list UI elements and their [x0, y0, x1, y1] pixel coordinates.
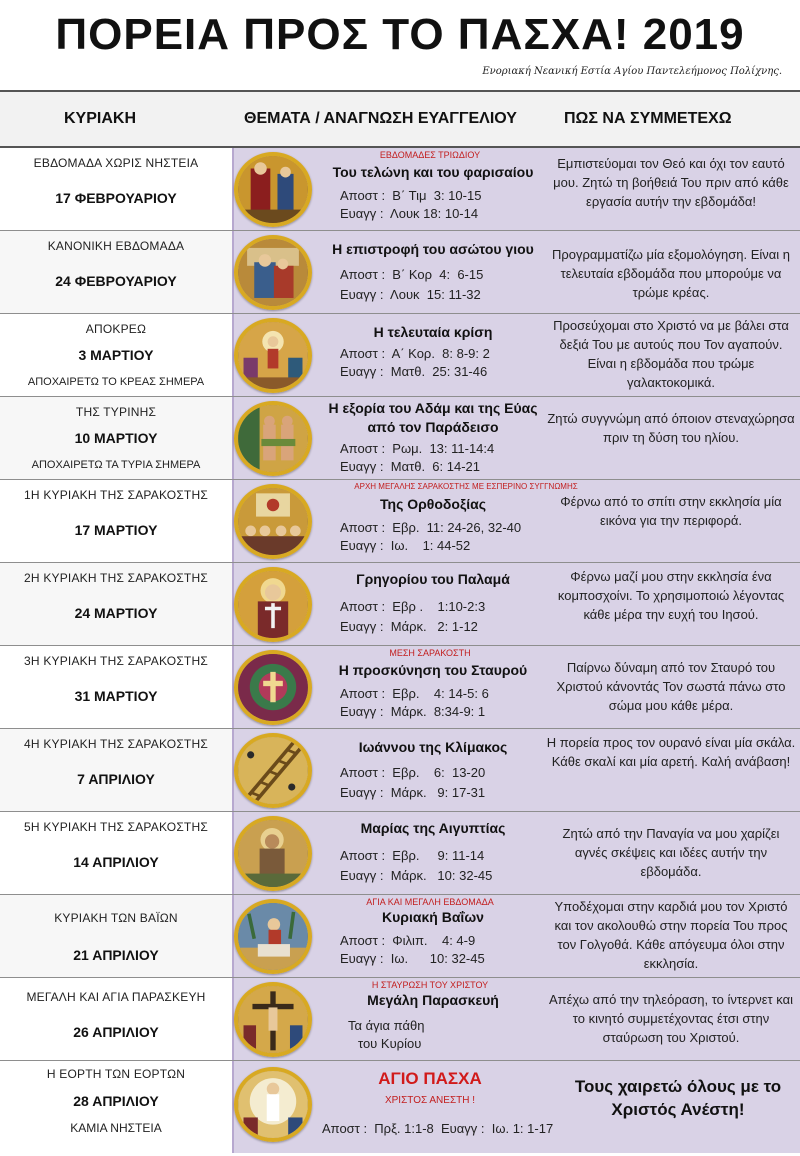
table-row — [0, 397, 800, 480]
sunday-cell — [0, 812, 232, 894]
epistle-reading: Αποστ : Εβρ. 4: 14-5: 6 — [340, 686, 489, 701]
week-label: ΤΗΣ ΤΥΡΙΝΗΣ — [75, 405, 157, 419]
fasting-note: ΑΠΟΧΑΙΡΕΤΩ ΤΟ ΚΡΕΑΣ ΣΗΜΕΡΑ — [27, 376, 205, 388]
fasting-note: ΑΠΟΧΑΙΡΕΤΩ ΤΑ ΤΥΡΙΑ ΣΗΜΕΡΑ — [31, 459, 201, 471]
sunday-date: 17 ΜΑΡΤΙΟΥ — [74, 522, 158, 538]
theme-title: Του τελώνη και του φαρισαίου — [332, 164, 534, 180]
sunday-cell — [0, 729, 232, 811]
sunday-date: 7 ΑΠΡΙΛΙΟΥ — [77, 771, 155, 787]
table-row — [0, 895, 800, 978]
column-header-sunday: ΚΥΡΙΑΚΗ — [64, 110, 137, 127]
sunday-date: 21 ΑΠΡΙΛΙΟΥ — [73, 947, 159, 963]
week-label: ΜΕΓΑΛΗ ΚΑΙ ΑΓΙΑ ΠΑΡΑΣΚΕΥΗ — [26, 990, 206, 1004]
period-note: ΕΒΔΟΜΑΔΕΣ ΤΡΙΩΔΙΟΥ — [379, 150, 481, 160]
table-row-easter — [0, 1061, 800, 1153]
sunday-cell — [0, 314, 232, 396]
theme-title: Η προσκύνηση του Σταυρού — [338, 662, 528, 678]
table-row — [0, 729, 800, 812]
participation-text: Προγραμματίζω μία εξομολόγηση. Είναι η τελευταία εβδομάδα που μπορούμε να τρώμε κρέας. — [551, 247, 791, 300]
easter-greeting: Τους χαιρετώ όλους με το Χριστός Ανέστη! — [574, 1077, 782, 1119]
easter-title: ΑΓΙΟ ΠΑΣΧΑ — [378, 1069, 482, 1088]
gospel-reading: Ευαγγ : Μάρκ. 2: 1-12 — [340, 619, 478, 634]
epistle-reading: Αποστ : Β΄ Τιμ 3: 10-15 — [340, 188, 482, 203]
period-note: ΑΡΧΗ ΜΕΓΑΛΗΣ ΣΑΡΑΚΟΣΤΗΣ ΜΕ ΕΣΠΕΡΙΝΟ ΣΥΓΓΝΩΜΗΣ — [354, 482, 578, 491]
participation-text: Εμπιστεύομαι τον Θεό και όχι τον εαυτό μου. Ζητώ τη βοήθειά Του πριν από κάθε εργασία αυτήν την εβδομάδα! — [553, 156, 789, 209]
table-row — [0, 314, 800, 397]
sunday-cell — [0, 480, 232, 562]
easter-reading: Αποστ : Πρξ. 1:1-8 Ευαγγ : Ιω. 1: 1-17 — [322, 1121, 554, 1136]
participation-text: Φέρνω από το σπίτι στην εκκλησία μία εικόνα για την περιφορά. — [560, 494, 782, 528]
sunday-date: 24 ΦΕΒΡΟΥΑΡΙΟΥ — [55, 273, 177, 289]
ladder-icon — [234, 733, 312, 808]
sunday-date: 28 ΑΠΡΙΛΙΟΥ — [73, 1093, 159, 1109]
crucifixion-icon — [234, 982, 312, 1057]
epistle-reading: Αποστ : Φιλιπ. 4: 4-9 — [340, 933, 476, 948]
week-label: ΚΑΝΟΝΙΚΗ ΕΒΔΟΜΑΔΑ — [47, 239, 185, 253]
epistle-reading: Αποστ : Β΄ Κορ 4: 6-15 — [340, 267, 484, 282]
participation-text: Υποδέχομαι στην καρδιά μου τον Χριστό και τον ακολουθώ στην πορεία Του προς τον Γολγοθά. Κάθε απόγευμα όλοι στην εκκλησία. — [554, 899, 788, 971]
theme-title: Της Ορθοδοξίας — [380, 496, 486, 512]
gospel-reading: Ευαγγ : Μάρκ. 8:34-9: 1 — [340, 704, 486, 719]
sunday-cell — [0, 397, 232, 479]
table-row — [0, 148, 800, 231]
orthodoxy-icon — [234, 484, 312, 559]
week-label: 4Η ΚΥΡΙΑΚΗ ΤΗΣ ΣΑΡΑΚΟΣΤΗΣ — [24, 737, 208, 751]
period-note: Η ΣΤΑΥΡΩΣΗ ΤΟΥ ΧΡΙΣΤΟΥ — [371, 980, 489, 990]
table-row — [0, 231, 800, 314]
column-header-themes: ΘΕΜΑΤΑ / ΑΝΑΓΝΩΣΗ ΕΥΑΓΓΕΛΙΟΥ — [244, 110, 517, 127]
gregory-palamas-icon — [234, 567, 312, 642]
sunday-cell — [0, 1061, 232, 1153]
gospel-reading: Ευαγγ : Ιω. 1: 44-52 — [340, 538, 471, 553]
sunday-cell — [0, 646, 232, 728]
passion-line-1: Τα άγια πάθη — [348, 1018, 425, 1033]
sunday-date: 24 ΜΑΡΤΙΟΥ — [74, 605, 158, 621]
epistle-reading: Αποστ : Εβρ. 11: 24-26, 32-40 — [340, 520, 522, 535]
theme-title: Μεγάλη Παρασκευή — [367, 992, 499, 1008]
sunday-cell — [0, 148, 232, 230]
period-note: ΜΕΣΗ ΣΑΡΑΚΟΣΤΗ — [389, 648, 471, 658]
period-note: ΑΓΙΑ ΚΑΙ ΜΕΓΑΛΗ ΕΒΔΟΜΑΔΑ — [366, 897, 494, 907]
theme-title: Η τελευταία κρίση — [373, 324, 493, 340]
week-label: Η ΕΟΡΤΗ ΤΩΝ ΕΟΡΤΩΝ — [46, 1067, 186, 1081]
column-headers — [0, 92, 800, 148]
parish-subtitle: Ενοριακή Νεανική Εστία Αγίου Παντελεήμονος Πολίχνης. — [482, 66, 782, 77]
holy-cross-icon — [234, 650, 312, 725]
gospel-reading: Ευαγγ : Λουκ 15: 11-32 — [340, 287, 481, 302]
gospel-reading: Ευαγγ : Λουκ 18: 10-14 — [340, 206, 479, 221]
table-row — [0, 646, 800, 729]
participation-text: Ζητώ συγγνώμη από όποιον στεναχώρησα πριν τη δύση του ηλίου. — [547, 411, 795, 445]
epistle-reading: Αποστ : Εβρ . 1:10-2:3 — [340, 599, 486, 614]
week-label: ΕΒΔΟΜΑΔΑ ΧΩΡΙΣ ΝΗΣΤΕΙΑ — [33, 156, 199, 170]
prodigal-son-icon — [234, 235, 312, 310]
week-label: 2Η ΚΥΡΙΑΚΗ ΤΗΣ ΣΑΡΑΚΟΣΤΗΣ — [24, 571, 208, 585]
participation-text: Απέχω από την τηλεόραση, το ίντερνετ και το κινητό συμμετέχοντας έτσι στην σταύρωση του Χριστού. — [548, 992, 794, 1045]
table-row — [0, 978, 800, 1061]
resurrection-icon — [234, 1067, 312, 1142]
week-label: ΚΥΡΙΑΚΗ ΤΩΝ ΒΑΪΩΝ — [54, 911, 178, 925]
week-label: 1Η ΚΥΡΙΑΚΗ ΤΗΣ ΣΑΡΑΚΟΣΤΗΣ — [24, 488, 208, 502]
passion-line-2: του Κυρίου — [358, 1036, 422, 1051]
sunday-date: 31 ΜΑΡΤΙΟΥ — [74, 688, 158, 704]
page-title: ΠΟΡΕΙΑ ΠΡΟΣ ΤΟ ΠΑΣΧΑ! 2019 — [55, 10, 745, 59]
epistle-reading: Αποστ : Ρωμ. 13: 11-14:4 — [340, 441, 495, 456]
theme-title: Η επιστροφή του ασώτου γιου — [332, 241, 534, 257]
participation-text: Ζητώ από την Παναγία να μου χαρίζει αγνές σκέψεις και ιδέες αυτήν την εβδομάδα. — [562, 826, 780, 879]
participation-text: Φέρνω μαζί μου στην εκκλησία ένα κομποσχοίνι. Το χρησιμοποιώ λέγοντας κάθε μέρα την ευχή του Ιησού. — [557, 569, 785, 622]
sunday-cell — [0, 895, 232, 977]
gospel-reading: Ευαγγ : Ματθ. 6: 14-21 — [340, 459, 480, 474]
epistle-reading: Αποστ : Εβρ. 6: 13-20 — [340, 765, 486, 780]
schedule-table — [0, 148, 800, 1153]
sunday-date: 10 ΜΑΡΤΙΟΥ — [74, 430, 158, 446]
table-row — [0, 563, 800, 646]
last-judgment-icon — [234, 318, 312, 393]
palm-sunday-icon — [234, 899, 312, 974]
theme-title: Η εξορία του Αδάμ και της Εύας από τον Παράδεισο — [328, 400, 538, 435]
theme-title: Μαρίας της Αιγυπτίας — [360, 820, 506, 836]
mary-of-egypt-icon — [234, 816, 312, 891]
sunday-date: 14 ΑΠΡΙΛΙΟΥ — [73, 854, 159, 870]
page-header — [0, 0, 800, 92]
gospel-reading: Ευαγγ : Μάρκ. 10: 32-45 — [340, 868, 493, 883]
table-row — [0, 480, 800, 563]
pharisee-publican-icon — [234, 152, 312, 227]
theme-title: Κυριακή Βαΐων — [382, 909, 484, 925]
gospel-reading: Ευαγγ : Ιω. 10: 32-45 — [340, 951, 485, 966]
sunday-date: 17 ΦΕΒΡΟΥΑΡΙΟΥ — [55, 190, 177, 206]
gospel-reading: Ευαγγ : Ματθ. 25: 31-46 — [340, 364, 488, 379]
table-row — [0, 812, 800, 895]
easter-subtitle: ΧΡΙΣΤΟΣ ΑΝΕΣΤΗ ! — [384, 1095, 476, 1106]
participation-text: Παίρνω δύναμη από τον Σταυρό του Χριστού κάνοντάς Τον σωστά πάνω στο σώμα μου κάθε μέρα. — [556, 660, 786, 713]
participation-text: Προσεύχομαι στο Χριστό να με βάλει στα δεξιά Του με αυτούς που Τον αγαπούν. Είναι η εβδομάδα που τρώμε γαλακτοκομικά. — [553, 318, 789, 390]
sunday-cell — [0, 563, 232, 645]
sunday-date: 3 ΜΑΡΤΙΟΥ — [78, 347, 154, 363]
participation-text: Η πορεία προς τον ουρανό είναι μία σκάλα. Κάθε σκαλί και μία αρετή. Καλή ανάβαση! — [546, 735, 796, 769]
week-label: 5Η ΚΥΡΙΑΚΗ ΤΗΣ ΣΑΡΑΚΟΣΤΗΣ — [24, 820, 208, 834]
adam-eve-icon — [234, 401, 312, 476]
sunday-cell — [0, 978, 232, 1060]
fasting-note: ΚΑΜΙΑ ΝΗΣΤΕΙΑ — [70, 1121, 162, 1135]
theme-title: Ιωάννου της Κλίμακος — [358, 739, 508, 755]
gospel-reading: Ευαγγ : Μάρκ. 9: 17-31 — [340, 785, 486, 800]
sunday-date: 26 ΑΠΡΙΛΙΟΥ — [73, 1024, 159, 1040]
week-label: ΑΠΟΚΡΕΩ — [85, 322, 147, 336]
epistle-reading: Αποστ : Α΄ Κορ. 8: 8-9: 2 — [340, 346, 490, 361]
week-label: 3Η ΚΥΡΙΑΚΗ ΤΗΣ ΣΑΡΑΚΟΣΤΗΣ — [24, 654, 208, 668]
column-header-participate: ΠΩΣ ΝΑ ΣΥΜΜΕΤΕΧΩ — [564, 110, 732, 127]
epistle-reading: Αποστ : Εβρ. 9: 11-14 — [340, 848, 485, 863]
theme-title: Γρηγορίου του Παλαμά — [356, 571, 510, 587]
sunday-cell — [0, 231, 232, 313]
